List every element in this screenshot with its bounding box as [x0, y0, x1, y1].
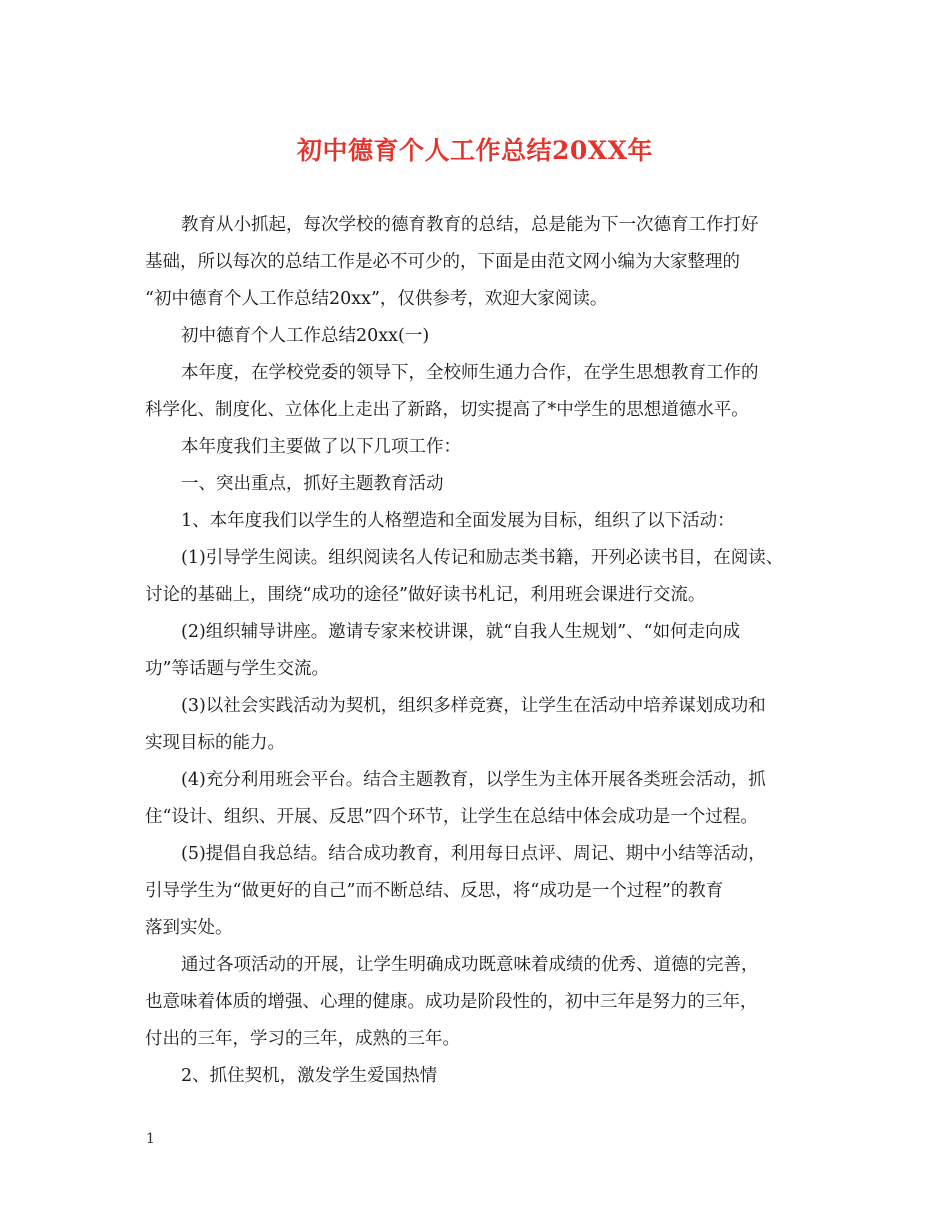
paragraph-line: 一、突出重点，抓好主题教育活动: [181, 474, 444, 494]
page-number: 1: [146, 1131, 155, 1147]
paragraph-line: (4)充分利用班会平台。结合主题教育，以学生为主体开展各类班会活动，抓: [181, 770, 766, 790]
paragraph: [145, 355, 835, 429]
paragraph-line: 教育从小抓起，每次学校的德育教育的总结，总是能为下一次德育工作打好: [181, 215, 759, 235]
paragraph-line: 实现目标的能力。: [145, 733, 285, 753]
paragraph-line: 落到实处。: [145, 918, 233, 938]
paragraph-line: 付出的三年，学习的三年，成熟的三年。: [145, 1029, 460, 1049]
paragraph-line: (1)引导学生阅读。组织阅读名人传记和励志类书籍，开列必读书目，在阅读、: [181, 548, 784, 568]
paragraph-line: (2)组织辅导讲座。邀请专家来校讲课，就“自我人生规划”、“如何走向成: [181, 622, 741, 642]
paragraph-line: 1、本年度我们以学生的人格塑造和全面发展为目标，组织了以下活动：: [181, 511, 735, 531]
list-item: [145, 688, 835, 762]
paragraph-line: 2、抓住契机，激发学生爱国热情: [181, 1066, 438, 1086]
paragraph-line: (3)以社会实践活动为契机，组织多样竞赛，让学生在活动中培养谋划成功和: [181, 696, 766, 716]
paragraph-line: 住“设计、组织、开展、反思”四个环节，让学生在总结中体会成功是一个过程。: [145, 807, 758, 827]
section-heading: [145, 1058, 835, 1095]
paragraph-line: “初中德育个人工作总结20xx”，仅供参考，欢迎大家阅读。: [145, 289, 608, 309]
paragraph-line: 本年度，在学校党委的领导下，全校师生通力合作，在学生思想教育工作的: [181, 363, 759, 383]
list-item: [145, 540, 835, 614]
paragraph-line: 基础，所以每次的总结工作是必不可少的，下面是由范文网小编为大家整理的: [145, 252, 740, 272]
list-item: [145, 836, 835, 947]
list-item: [145, 762, 835, 836]
document-title: 初中德育个人工作总结20XX年: [296, 136, 654, 165]
document-body: [145, 207, 835, 1095]
paragraph-line: 通过各项活动的开展，让学生明确成功既意味着成绩的优秀、道德的完善，: [181, 955, 759, 975]
paragraph-line: (5)提倡自我总结。结合成功教育，利用每日点评、周记、期中小结等活动，: [181, 844, 766, 864]
paragraph-line: 本年度我们主要做了以下几项工作：: [181, 437, 461, 457]
paragraph: [145, 503, 835, 540]
paragraph-line: 初中德育个人工作总结20xx(一): [181, 326, 430, 346]
section-heading: [145, 318, 835, 355]
paragraph: [145, 947, 835, 1058]
list-item: [145, 614, 835, 688]
paragraph-line: 科学化、制度化、立体化上走出了新路，切实提高了*中学生的思想道德水平。: [145, 400, 749, 420]
paragraph-line: 讨论的基础上，围绕“成功的途径”做好读书札记，利用班会课进行交流。: [145, 585, 706, 605]
paragraph-line: 引导学生为“做更好的自己”而不断总结、反思，将“成功是一个过程”的教育: [145, 881, 724, 901]
paragraph-line: 功”等话题与学生交流。: [145, 659, 329, 679]
section-heading: [145, 466, 835, 503]
paragraph-line: 也意味着体质的增强、心理的健康。成功是阶段性的，初中三年是努力的三年，: [145, 992, 758, 1012]
paragraph-intro: [145, 207, 835, 318]
paragraph: [145, 429, 835, 466]
